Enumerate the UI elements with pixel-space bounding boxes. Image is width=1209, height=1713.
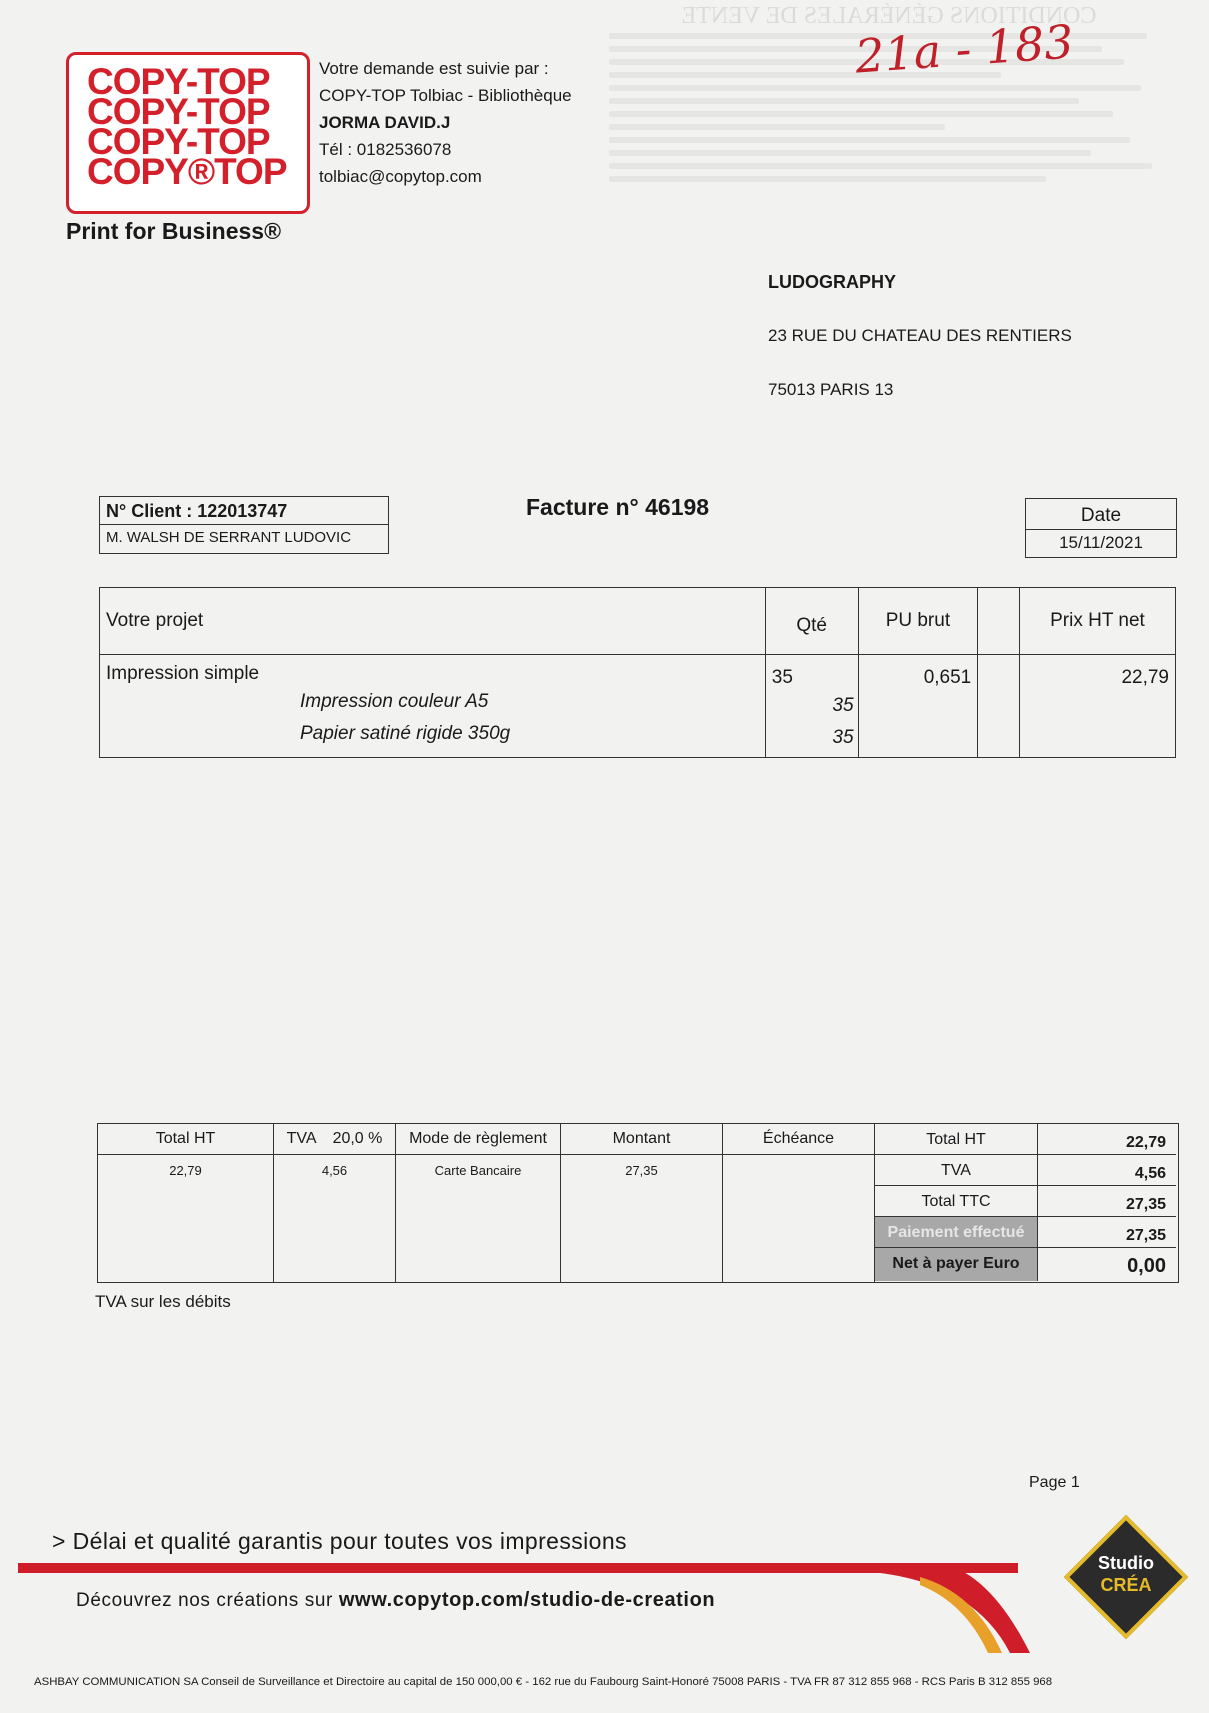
amount-header: Montant bbox=[561, 1124, 722, 1155]
contact-intro: Votre demande est suivie par : bbox=[319, 59, 549, 78]
header-net-price: Prix HT net bbox=[1019, 588, 1175, 655]
totals-row bbox=[875, 1248, 1038, 1281]
vat-footnote: TVA sur les débits bbox=[95, 1292, 231, 1311]
email-address: tolbiac@copytop.com bbox=[319, 167, 482, 186]
logo-tagline: Print for Business® bbox=[66, 218, 282, 244]
project-cell bbox=[100, 655, 766, 758]
logo-line: COPY-TOP bbox=[87, 61, 270, 102]
totals-row bbox=[1038, 1217, 1176, 1248]
red-band bbox=[18, 1563, 1018, 1573]
tva-column bbox=[274, 1124, 396, 1282]
table-row bbox=[100, 655, 1176, 758]
footer-discover bbox=[76, 1589, 715, 1612]
items-table bbox=[99, 587, 1176, 758]
recipient-street: 23 RUE DU CHATEAU DES RENTIERS bbox=[768, 326, 1072, 345]
header-qty: Qté bbox=[765, 588, 858, 655]
studio-link[interactable]: www.copytop.com/studio-de-creation bbox=[338, 1589, 716, 1611]
amount-column bbox=[561, 1124, 723, 1282]
studio-line-2: CRÉA bbox=[1100, 1575, 1152, 1595]
tva-rate: 20,0 % bbox=[332, 1130, 383, 1147]
recipient-city: 75013 PARIS 13 bbox=[768, 380, 894, 399]
date-value: 15/11/2021 bbox=[1059, 533, 1143, 552]
sub-item-qty: 35 bbox=[832, 695, 854, 716]
handwritten-note: 21a - 183 bbox=[853, 14, 1076, 84]
recipient-name: LUDOGRAPHY bbox=[768, 272, 897, 292]
totals-row bbox=[875, 1155, 1038, 1186]
items-header-row bbox=[100, 588, 1176, 655]
net-price-cell bbox=[1019, 655, 1175, 758]
main-item-net-price: 22,79 bbox=[1121, 667, 1169, 688]
recipient-address bbox=[768, 272, 1072, 434]
tva-header-label: TVA bbox=[286, 1130, 317, 1147]
totals-label: Total TTC bbox=[921, 1193, 991, 1210]
total-ht-header: Total HT bbox=[98, 1124, 273, 1155]
invoice-title: Facture n° 46198 bbox=[526, 494, 710, 520]
studio-line-1: Studio bbox=[1098, 1553, 1154, 1573]
payment-summary bbox=[97, 1123, 1179, 1283]
store-name: COPY-TOP Tolbiac - Bibliothèque bbox=[319, 86, 572, 105]
payment-mode-value: Carte Bancaire bbox=[434, 1163, 522, 1178]
main-item-qty: 35 bbox=[771, 667, 793, 688]
legal-notice: ASHBAY COMMUNICATION SA Conseil de Surveillance et Directoire au capital de 150 000,00 € - 162 rue du Faubourg Saint-Honoré 75008 PARIS - TVA FR 87 312 855 968 - RCS Paris B 312 855 968 bbox=[34, 1676, 1053, 1688]
contact-block bbox=[319, 55, 572, 190]
copytop-logo bbox=[66, 52, 310, 214]
qty-cell bbox=[765, 655, 858, 758]
totals-value: 4,56 bbox=[1134, 1165, 1166, 1182]
spacer-cell bbox=[978, 655, 1020, 758]
main-item-unit-price: 0,651 bbox=[923, 667, 972, 688]
agent-name: JORMA DAVID.J bbox=[319, 113, 451, 132]
unit-price-cell bbox=[858, 655, 978, 758]
totals-value: 0,00 bbox=[1127, 1255, 1166, 1277]
totals-row bbox=[1038, 1186, 1176, 1217]
header-project: Votre projet bbox=[100, 588, 766, 655]
phone-number: Tél : 0182536078 bbox=[319, 140, 452, 159]
totals-row bbox=[875, 1217, 1038, 1248]
footer-slogan bbox=[52, 1528, 627, 1555]
total-ht-value: 22,79 bbox=[169, 1163, 202, 1178]
page-number: Page 1 bbox=[1029, 1474, 1080, 1491]
client-box bbox=[99, 496, 389, 554]
payment-mode-header: Mode de règlement bbox=[396, 1124, 560, 1155]
total-ht-column bbox=[98, 1124, 274, 1282]
header-spacer bbox=[978, 588, 1020, 655]
logo-line: COPY-TOP bbox=[87, 91, 270, 132]
logo-line: COPY®TOP bbox=[87, 151, 287, 192]
totals-row bbox=[1038, 1124, 1176, 1155]
sub-item-label: Papier satiné rigide 350g bbox=[300, 723, 511, 744]
totals-label: Paiement effectué bbox=[887, 1224, 1025, 1241]
slogan-marker: > bbox=[52, 1528, 66, 1554]
client-name: M. WALSH DE SERRANT LUDOVIC bbox=[106, 529, 352, 546]
totals-value: 27,35 bbox=[1125, 1227, 1166, 1244]
tva-header bbox=[274, 1124, 395, 1155]
totals-row bbox=[1038, 1248, 1176, 1281]
due-date-header: Échéance bbox=[723, 1124, 874, 1155]
show-through-text: CONDITIONS GÉNÉRALES DE VENTE bbox=[609, 10, 1169, 189]
due-date-column bbox=[723, 1124, 875, 1282]
amount-value: 27,35 bbox=[625, 1163, 658, 1178]
totals-label: Total HT bbox=[926, 1131, 986, 1148]
discover-text: Découvrez nos créations sur bbox=[76, 1590, 333, 1611]
logo-line: COPY-TOP bbox=[87, 121, 270, 162]
sub-item-label: Impression couleur A5 bbox=[300, 691, 489, 712]
sub-item-qty: 35 bbox=[832, 727, 854, 748]
red-band-swoosh bbox=[880, 1563, 1030, 1653]
studio-crea-label bbox=[1080, 1552, 1172, 1596]
totals-label: Net à payer Euro bbox=[892, 1255, 1020, 1272]
tva-value: 4,56 bbox=[321, 1163, 348, 1178]
totals-value: 22,79 bbox=[1125, 1134, 1166, 1151]
date-label: Date bbox=[1026, 499, 1176, 530]
payment-mode-column bbox=[396, 1124, 561, 1282]
main-item-label: Impression simple bbox=[106, 663, 260, 684]
date-box bbox=[1025, 498, 1177, 558]
totals-label: TVA bbox=[941, 1162, 971, 1179]
slogan-text: Délai et qualité garantis pour toutes vos impressions bbox=[72, 1528, 627, 1554]
totals-row bbox=[1038, 1155, 1176, 1186]
client-number: N° Client : 122013747 bbox=[100, 497, 388, 525]
totals-row bbox=[875, 1186, 1038, 1217]
totals-row bbox=[875, 1124, 1038, 1155]
totals-value: 27,35 bbox=[1125, 1196, 1166, 1213]
red-band-curve bbox=[880, 1563, 1040, 1653]
header-unit-price: PU brut bbox=[858, 588, 978, 655]
